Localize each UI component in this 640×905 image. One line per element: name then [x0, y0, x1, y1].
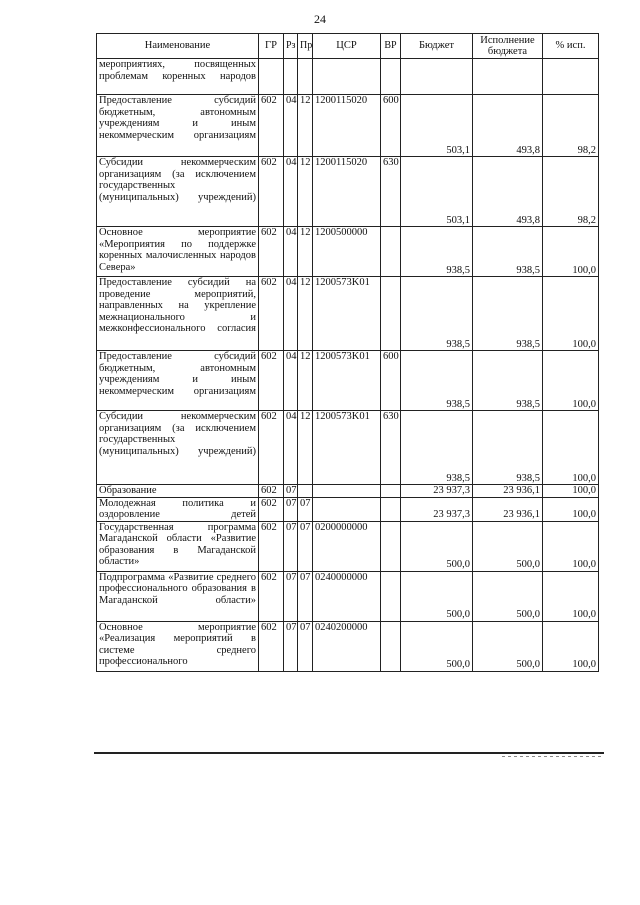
row-budget: 938,5 [401, 351, 473, 411]
row-gr: 602 [259, 521, 284, 571]
row-percent: 100,0 [543, 485, 599, 498]
row-percent: 100,0 [543, 227, 599, 277]
row-percent [543, 59, 599, 95]
col-header-csr: ЦСР [313, 34, 381, 59]
col-header-gr: ГР [259, 34, 284, 59]
row-vr [381, 59, 401, 95]
row-rz: 04 [284, 351, 298, 411]
row-execution: 500,0 [473, 571, 543, 621]
row-name: Образование [97, 485, 259, 498]
row-pr: 12 [298, 411, 313, 485]
row-pr: 12 [298, 351, 313, 411]
table-row [97, 485, 599, 498]
table-row [97, 59, 599, 95]
row-rz: 07 [284, 571, 298, 621]
row-csr [313, 59, 381, 95]
row-percent: 100,0 [543, 411, 599, 485]
row-name: Предоставление субсидий на проведение мероприятий, направленных на укрепление межнационального и межконфессионального согласия [97, 277, 259, 351]
row-vr [381, 621, 401, 671]
row-rz: 04 [284, 277, 298, 351]
row-budget: 23 937,3 [401, 485, 473, 498]
table-row [97, 157, 599, 227]
row-budget: 938,5 [401, 411, 473, 485]
col-header-execution: Исполнение бюджета [473, 34, 543, 59]
col-header-name: Наименование [97, 34, 259, 59]
table-row [97, 277, 599, 351]
row-vr [381, 521, 401, 571]
row-percent: 100,0 [543, 571, 599, 621]
page-number: 24 [314, 12, 326, 26]
row-gr: 602 [259, 411, 284, 485]
col-header-pr: Пр [298, 34, 313, 59]
row-percent: 100,0 [543, 521, 599, 571]
row-name: мероприятиях, посвященных проблемам коренных народов [97, 59, 259, 95]
row-csr [313, 497, 381, 521]
row-vr: 600 [381, 95, 401, 157]
table-row [97, 227, 599, 277]
row-csr: 0240000000 [313, 571, 381, 621]
row-rz: 04 [284, 411, 298, 485]
row-vr: 630 [381, 157, 401, 227]
row-name: Субсидии некоммерческим организациям (за исключением государственных (муниципальных) учреждений) [97, 157, 259, 227]
table-row [97, 497, 599, 521]
table-row [97, 521, 599, 571]
col-header-percent: % исп. [543, 34, 599, 59]
row-gr: 602 [259, 351, 284, 411]
row-execution: 23 936,1 [473, 497, 543, 521]
row-vr [381, 571, 401, 621]
bottom-dashed-rule [502, 756, 602, 757]
col-header-budget: Бюджет [401, 34, 473, 59]
col-header-vr: ВР [381, 34, 401, 59]
row-pr [298, 485, 313, 498]
row-vr [381, 227, 401, 277]
row-csr: 0200000000 [313, 521, 381, 571]
row-percent: 100,0 [543, 497, 599, 521]
row-pr [298, 59, 313, 95]
row-name: Молодежная политика и оздоровление детей [97, 497, 259, 521]
row-name: Основное мероприятие «Мероприятия по поддержке коренных малочисленных народов Севера» [97, 227, 259, 277]
row-execution: 938,5 [473, 411, 543, 485]
row-csr [313, 485, 381, 498]
row-percent: 100,0 [543, 621, 599, 671]
row-pr: 12 [298, 227, 313, 277]
row-gr: 602 [259, 157, 284, 227]
row-budget: 500,0 [401, 571, 473, 621]
row-execution: 493,8 [473, 95, 543, 157]
row-gr: 602 [259, 277, 284, 351]
row-rz: 07 [284, 521, 298, 571]
row-vr [381, 497, 401, 521]
row-execution: 938,5 [473, 277, 543, 351]
row-budget: 500,0 [401, 621, 473, 671]
row-gr [259, 59, 284, 95]
row-rz: 04 [284, 157, 298, 227]
row-name: Субсидии некоммерческим организациям (за исключением государственных (муниципальных) учреждений) [97, 411, 259, 485]
row-budget: 23 937,3 [401, 497, 473, 521]
row-pr: 12 [298, 157, 313, 227]
row-name: Предоставление субсидий бюджетным, автономным учреждениям и иным некоммерческим организациям [97, 95, 259, 157]
header-row [97, 34, 599, 59]
row-pr: 07 [298, 571, 313, 621]
row-csr: 1200115020 [313, 95, 381, 157]
row-rz [284, 59, 298, 95]
row-execution: 500,0 [473, 621, 543, 671]
row-vr [381, 485, 401, 498]
row-csr: 1200573K01 [313, 277, 381, 351]
table-row [97, 351, 599, 411]
row-pr: 12 [298, 277, 313, 351]
row-vr: 600 [381, 351, 401, 411]
row-budget: 503,1 [401, 95, 473, 157]
row-rz: 04 [284, 227, 298, 277]
row-pr: 07 [298, 521, 313, 571]
row-csr: 1200115020 [313, 157, 381, 227]
row-gr: 602 [259, 497, 284, 521]
row-rz: 07 [284, 497, 298, 521]
row-gr: 602 [259, 95, 284, 157]
row-budget: 500,0 [401, 521, 473, 571]
table-row [97, 95, 599, 157]
row-execution: 938,5 [473, 351, 543, 411]
row-csr: 1200573K01 [313, 411, 381, 485]
row-percent: 100,0 [543, 277, 599, 351]
row-rz: 07 [284, 621, 298, 671]
row-budget: 938,5 [401, 227, 473, 277]
row-csr: 1200500000 [313, 227, 381, 277]
row-name: Государственная программа Магаданской области «Развитие образования в Магаданской области» [97, 521, 259, 571]
row-execution: 500,0 [473, 521, 543, 571]
table-row [97, 411, 599, 485]
row-gr: 602 [259, 571, 284, 621]
row-name: Подпрограмма «Развитие среднего профессионального образования в Магаданской области» [97, 571, 259, 621]
row-rz: 04 [284, 95, 298, 157]
row-execution [473, 59, 543, 95]
row-budget: 503,1 [401, 157, 473, 227]
budget-table [96, 33, 599, 672]
row-gr: 602 [259, 621, 284, 671]
row-execution: 23 936,1 [473, 485, 543, 498]
row-csr: 1200573K01 [313, 351, 381, 411]
row-budget [401, 59, 473, 95]
row-gr: 602 [259, 485, 284, 498]
row-vr [381, 277, 401, 351]
table-row [97, 621, 599, 671]
row-name: Основное мероприятие «Реализация мероприятий в системе среднего профессионального [97, 621, 259, 671]
row-name: Предоставление субсидий бюджетным, автономным учреждениям и иным некоммерческим организациям [97, 351, 259, 411]
row-gr: 602 [259, 227, 284, 277]
row-execution: 493,8 [473, 157, 543, 227]
col-header-rz: Рз [284, 34, 298, 59]
row-vr: 630 [381, 411, 401, 485]
row-pr: 07 [298, 497, 313, 521]
table-row [97, 571, 599, 621]
row-budget: 938,5 [401, 277, 473, 351]
row-pr: 07 [298, 621, 313, 671]
row-percent: 98,2 [543, 95, 599, 157]
row-pr: 12 [298, 95, 313, 157]
row-csr: 0240200000 [313, 621, 381, 671]
row-execution: 938,5 [473, 227, 543, 277]
row-percent: 98,2 [543, 157, 599, 227]
row-percent: 100,0 [543, 351, 599, 411]
row-rz: 07 [284, 485, 298, 498]
bottom-rule [94, 752, 604, 754]
